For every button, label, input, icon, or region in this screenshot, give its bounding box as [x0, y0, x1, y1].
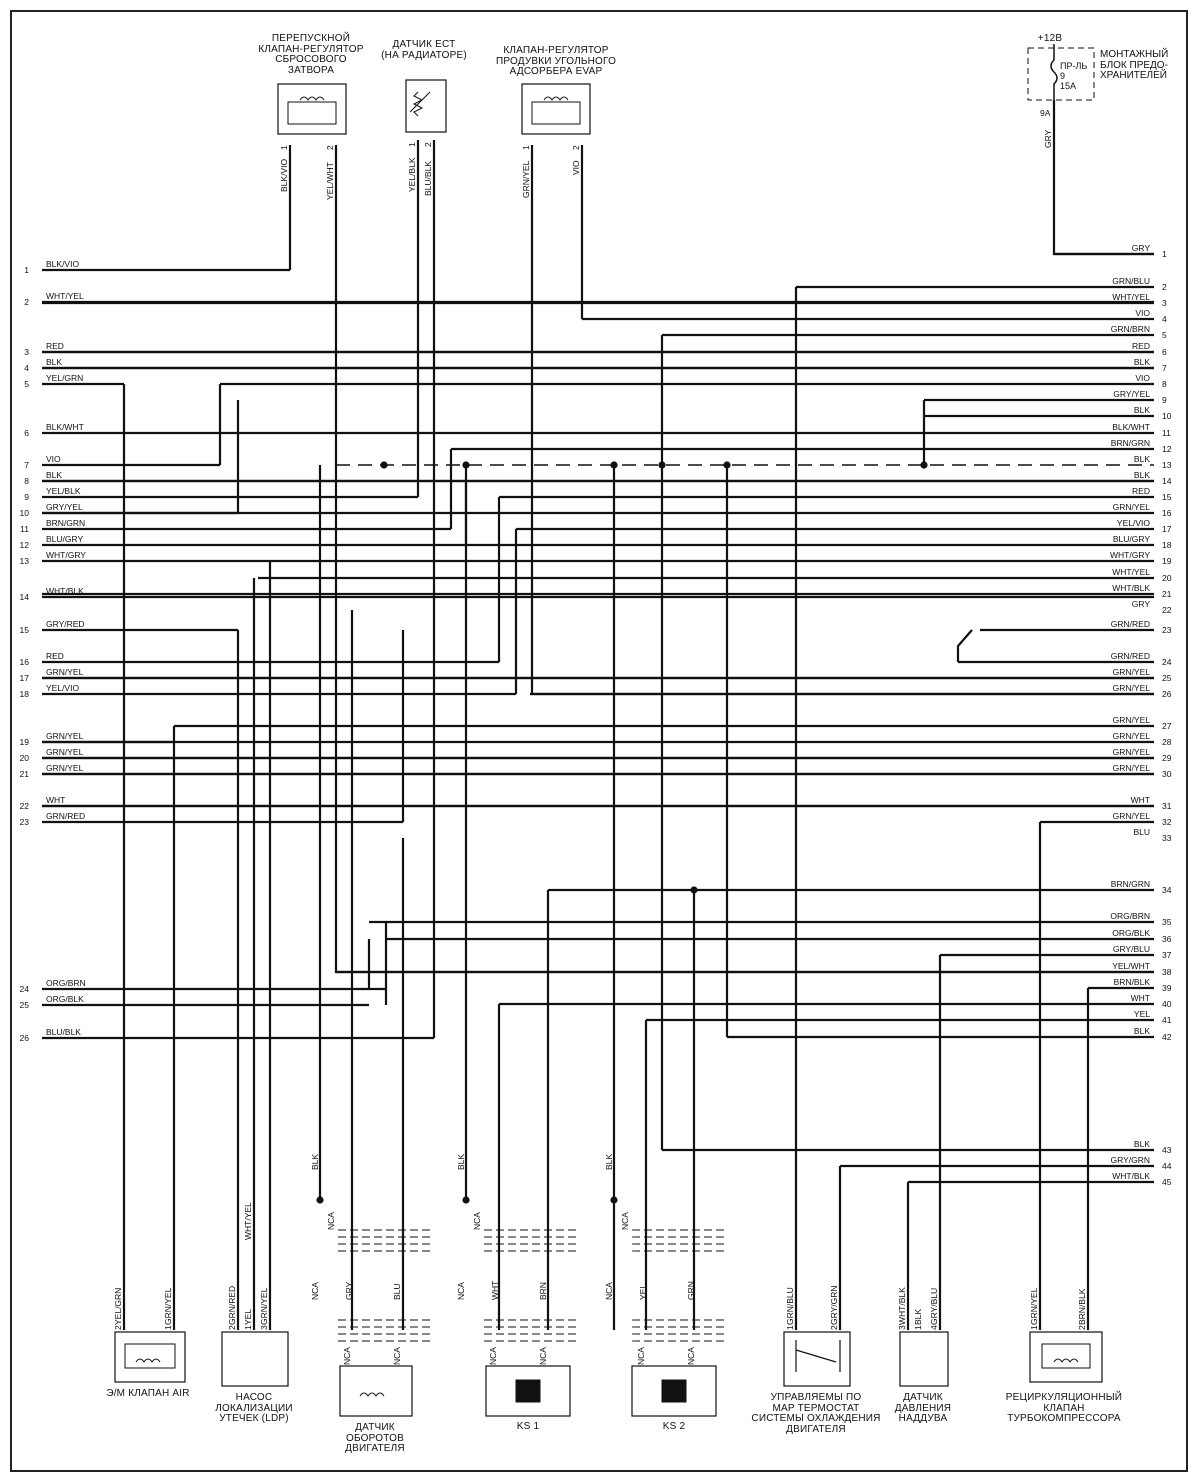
right-pin-22-color: GRY [1131, 599, 1150, 609]
right-pin-45-number: 45 [1162, 1177, 1172, 1187]
right-pin-42-number: 42 [1162, 1032, 1172, 1042]
right-pin-2-color: GRN/BLU [1112, 276, 1150, 286]
ground-junction-2 [610, 1196, 617, 1203]
left-pin-25-number: 25 [19, 1000, 29, 1010]
fuse-wire-color: GRY [1043, 129, 1053, 148]
ks1-crystal [516, 1380, 540, 1402]
ks1-wire-1-color: WHT [490, 1280, 500, 1300]
left-pin-18-color: YEL/VIO [46, 683, 80, 693]
air-valve-label: Э/М КЛАПАН AIR [106, 1388, 190, 1399]
ks2-wire-1-color: YEL [638, 1283, 648, 1300]
right-pin-19-number: 19 [1162, 556, 1172, 566]
left-pin-1-color: BLK/VIO [46, 259, 80, 269]
right-pin-34-color: BRN/GRN [1110, 879, 1150, 889]
right-pin-40-color: WHT [1130, 993, 1150, 1003]
right-pin-7-color: BLK [1133, 357, 1150, 367]
right-pin-32-color: GRN/YEL [1112, 811, 1150, 821]
left-pin-25-color: ORG/BLK [46, 994, 84, 1004]
right-pin-31-number: 31 [1162, 801, 1172, 811]
top-pin-number-2: 1 [407, 142, 417, 147]
right-pin-24-color: GRN/RED [1110, 651, 1150, 661]
left-pin-18-number: 18 [19, 689, 29, 699]
rpm-sensor-box [340, 1366, 412, 1416]
ks2-nca-2: NCA [604, 1282, 614, 1300]
left-pin-11-number: 11 [20, 524, 29, 534]
ldp-pin-b: 1 [243, 1325, 253, 1330]
map-wire-1-color: GRN/BLU [785, 1287, 795, 1325]
ldp-pump-label: НАСОС ЛОКАЛИЗАЦИИ УТЕЧЕК (LDP) [215, 1392, 293, 1424]
right-pin-13-number: 13 [1162, 460, 1172, 470]
right-pin-12-number: 12 [1162, 444, 1172, 454]
right-pin-30-number: 30 [1162, 769, 1172, 779]
left-pin-17-color: GRN/YEL [46, 667, 84, 677]
left-pin-6-number: 6 [24, 428, 29, 438]
fuse-block-label: МОНТАЖНЫЙ БЛОК ПРЕДО- ХРАНИТЕЛЕЙ [1100, 49, 1169, 81]
left-pin-10-color: GRY/YEL [46, 502, 83, 512]
left-pin-19-number: 19 [19, 737, 29, 747]
right-pin-30-color: GRN/YEL [1112, 763, 1150, 773]
right-pin-9-number: 9 [1162, 395, 1167, 405]
boost-pin-c: 4 [929, 1325, 939, 1330]
right-pin-5-color: GRN/BRN [1110, 324, 1150, 334]
left-pin-16-color: RED [46, 651, 64, 661]
left-pin-5-number: 5 [24, 379, 29, 389]
right-pin-24-number: 24 [1162, 657, 1172, 667]
right-pin-3-color: WHT/YEL [1112, 292, 1150, 302]
evap-wire-2-color: VIO [571, 160, 581, 175]
left-pin-4-number: 4 [24, 363, 29, 373]
rpm-nca-2: NCA [310, 1282, 320, 1300]
left-pin-8-color: BLK [46, 470, 63, 480]
left-pin-7-number: 7 [24, 460, 29, 470]
left-pin-22-color: WHT [46, 795, 66, 805]
boost-wire-1-color: WHT/BLK [897, 1287, 907, 1325]
right-pin-20-color: WHT/YEL [1112, 567, 1150, 577]
right-pin-2-number: 2 [1162, 282, 1167, 292]
right-pin-32-number: 32 [1162, 817, 1172, 827]
right-pin-38-number: 38 [1162, 967, 1172, 977]
ldp-wire-2-color: YEL [243, 1308, 253, 1325]
right-pin-33-color: BLU [1133, 827, 1150, 837]
top-pin-number-4: 1 [521, 145, 531, 150]
wires-layer [42, 100, 1154, 1330]
left-pin-26-color: BLU/BLK [46, 1027, 81, 1037]
right-pin-29-number: 29 [1162, 753, 1172, 763]
interconnect-37 [958, 630, 972, 662]
ks2-crystal [662, 1380, 686, 1402]
left-pin-26-number: 26 [19, 1033, 29, 1043]
right-pin-12-color: BRN/GRN [1110, 438, 1150, 448]
right-pin-11-color: BLK/WHT [1112, 422, 1150, 432]
left-pin-23-number: 23 [19, 817, 29, 827]
left-pin-4-color: BLK [46, 357, 63, 367]
right-pin-38-color: YEL/WHT [1112, 961, 1150, 971]
ldp-pin-a: 2 [227, 1325, 237, 1330]
right-pin-35-number: 35 [1162, 917, 1172, 927]
ground-junction-0 [316, 1196, 323, 1203]
right-pin-31-color: WHT [1130, 795, 1150, 805]
left-pin-24-color: ORG/BRN [46, 978, 86, 988]
right-pin-23-number: 23 [1162, 625, 1172, 635]
ks2-nca-4: NCA [686, 1347, 696, 1365]
left-pin-19-color: GRN/YEL [46, 731, 84, 741]
junction-2 [610, 461, 617, 468]
ks1-nca-2: NCA [456, 1282, 466, 1300]
boost-sensor-label: ДАТЧИК ДАВЛЕНИЯ НАДДУВА [894, 1392, 952, 1424]
air-wire-1-color: YEL/GRN [113, 1287, 123, 1325]
junction-4 [723, 461, 730, 468]
right-pin-15-color: RED [1132, 486, 1150, 496]
ground-junction-1 [462, 1196, 469, 1203]
right-pin-23-color: GRN/RED [1110, 619, 1150, 629]
left-pin-10-number: 10 [19, 508, 29, 518]
left-pin-15-number: 15 [19, 625, 29, 635]
left-pin-21-number: 21 [19, 769, 29, 779]
right-pin-10-number: 10 [1162, 411, 1172, 421]
ect-sensor-label: ДАТЧИК ЕСТ (НА РАДИАТОРЕ) [381, 39, 467, 61]
left-pin-6-color: BLK/WHT [46, 422, 84, 432]
right-pin-41-number: 41 [1162, 1015, 1172, 1025]
right-pin-35-color: ORG/BRN [1110, 911, 1150, 921]
right-pin-5-number: 5 [1162, 330, 1167, 340]
rpm-ground-color: BLK [310, 1153, 320, 1170]
ks1-nca-1: NCA [472, 1212, 482, 1230]
right-pin-18-number: 18 [1162, 540, 1172, 550]
ldp-pump-box [222, 1332, 288, 1386]
ks1-nca-3: NCA [488, 1347, 498, 1365]
right-pin-37-color: GRY/BLU [1112, 944, 1150, 954]
right-pin-13-color: BLK [1133, 454, 1150, 464]
boost-sensor-box [900, 1332, 948, 1386]
components-layer [115, 44, 1102, 1416]
junction-3 [658, 461, 665, 468]
right-pin-4-number: 4 [1162, 314, 1167, 324]
left-pin-9-color: YEL/BLK [46, 486, 81, 496]
boost-pin-a: 3 [897, 1325, 907, 1330]
ect-wire-1-color: YEL/BLK [407, 157, 417, 192]
bypass-valve-label: ПЕРЕПУСКНОЙ КЛАПАН-РЕГУЛЯТОР СБРОСОВОГО ЗАТВОРА [258, 33, 364, 76]
ldp-wire-3-color: GRN/YEL [259, 1287, 269, 1325]
left-pin-11-color: BRN/GRN [46, 518, 86, 528]
right-pin-7-number: 7 [1162, 363, 1167, 373]
right-pin-6-color: RED [1132, 341, 1150, 351]
right-pin-22-number: 22 [1162, 605, 1172, 615]
rpm-nca-1: NCA [326, 1212, 336, 1230]
left-pin-15-color: GRY/RED [46, 619, 85, 629]
rpm-nca-3: NCA [342, 1347, 352, 1365]
right-pin-41-color: YEL [1133, 1009, 1150, 1019]
right-pin-11-number: 11 [1162, 428, 1171, 438]
recirc-wire-2-color: BRN/BLK [1077, 1288, 1087, 1325]
ldp-wire-1-color: GRN/RED [227, 1285, 237, 1325]
left-pin-14-number: 14 [19, 592, 29, 602]
right-pin-8-number: 8 [1162, 379, 1167, 389]
right-pin-44-color: GRY/GRN [1110, 1155, 1150, 1165]
ks2-wire-2-color: GRN [686, 1281, 696, 1300]
left-pin-12-number: 12 [19, 540, 29, 550]
rpm-nca-4: NCA [392, 1347, 402, 1365]
left-pin-14-color: WHT/BLK [46, 586, 84, 596]
map-pin-b: 2 [829, 1325, 839, 1330]
evap-valve-label: КЛАПАН-РЕГУЛЯТОР ПРОДУВКИ УГОЛЬНОГО АДСОРБЕРА EVAP [495, 45, 617, 77]
evap-wire-1-color: GRN/YEL [521, 160, 531, 198]
recirc-pin-b: 2 [1077, 1325, 1087, 1330]
recirc-wire-1-color: GRN/YEL [1029, 1287, 1039, 1325]
ldp-pin-c: 3 [259, 1325, 269, 1330]
interconnect-4 [532, 145, 1154, 694]
recirc-valve-box [1030, 1332, 1102, 1382]
right-pin-1-color: GRY [1131, 243, 1150, 253]
right-pin-33-number: 33 [1162, 833, 1172, 843]
ks1-label: KS 1 [516, 1421, 540, 1432]
right-pin-34-number: 34 [1162, 885, 1172, 895]
wire-labels-layer [20, 129, 1172, 1365]
left-pin-13-color: WHT/GRY [46, 550, 86, 560]
ks1-wire-2-color: BRN [538, 1282, 548, 1300]
right-pin-42-color: BLK [1133, 1026, 1150, 1036]
map-thermostat-label: УПРАВЛЯЕМЫ ПО MAP ТЕРМОСТАТ СИСТЕМЫ ОХЛАЖДЕНИЯ ДВИГАТЕЛЯ [751, 1392, 881, 1435]
interconnect-1 [336, 145, 1154, 972]
right-pin-9-color: GRY/YEL [1113, 389, 1150, 399]
left-pin-20-color: GRN/YEL [46, 747, 84, 757]
left-pin-21-color: GRN/YEL [46, 763, 84, 773]
right-pin-20-number: 20 [1162, 573, 1172, 583]
left-pin-9-number: 9 [24, 492, 29, 502]
left-pin-1-number: 1 [24, 265, 29, 275]
right-pin-43-number: 43 [1162, 1145, 1172, 1155]
junction-5 [920, 461, 927, 468]
left-pin-7-color: VIO [46, 454, 61, 464]
right-pin-16-number: 16 [1162, 508, 1172, 518]
rpm-sensor-label: ДАТЧИК ОБОРОТОВ ДВИГАТЕЛЯ [345, 1422, 405, 1454]
left-pin-2-number: 2 [24, 297, 29, 307]
right-pin-27-number: 27 [1162, 721, 1172, 731]
right-pin-29-color: GRN/YEL [1112, 747, 1150, 757]
right-pin-26-color: GRN/YEL [1112, 683, 1150, 693]
ldp-wire-4-color: WHT/YEL [243, 1202, 253, 1240]
recirc-pin-a: 1 [1029, 1325, 1039, 1330]
junction-1 [462, 461, 469, 468]
fuse-label: ПР-ЛЬ 9 15А [1060, 61, 1088, 91]
right-pin-17-number: 17 [1162, 524, 1172, 534]
junction-0 [380, 461, 387, 468]
right-pin-37-number: 37 [1162, 950, 1172, 960]
map-pin-a: 1 [785, 1325, 795, 1330]
ect-sensor-box [406, 80, 446, 132]
supply-label: +12В [1037, 33, 1063, 44]
right-pin-8-color: VIO [1135, 373, 1150, 383]
left-pin-2-color: WHT/YEL [46, 291, 84, 301]
interconnect-6 [1054, 100, 1154, 254]
right-pin-39-color: BRN/BLK [1113, 977, 1150, 987]
right-pin-25-number: 25 [1162, 673, 1172, 683]
ks1-ground-color: BLK [456, 1153, 466, 1170]
top-pin-number-5: 2 [571, 145, 581, 150]
right-pin-45-color: WHT/BLK [1112, 1171, 1150, 1181]
right-pin-25-color: GRN/YEL [1112, 667, 1150, 677]
right-pin-10-color: BLK [1133, 405, 1150, 415]
right-pin-3-number: 3 [1162, 298, 1167, 308]
right-pin-43-color: BLK [1133, 1139, 1150, 1149]
right-pin-40-number: 40 [1162, 999, 1172, 1009]
right-pin-26-number: 26 [1162, 689, 1172, 699]
left-pin-16-number: 16 [19, 657, 29, 667]
right-pin-28-number: 28 [1162, 737, 1172, 747]
air-wire-2-color: GRN/YEL [163, 1287, 173, 1325]
right-pin-1-number: 1 [1162, 249, 1167, 259]
left-pin-3-color: RED [46, 341, 64, 351]
map-wire-2-color: GRY/GRN [829, 1285, 839, 1325]
bypass-wire-2-color: YEL/WHT [325, 162, 335, 200]
ks2-nca-3: NCA [636, 1347, 646, 1365]
ks2-label: KS 2 [662, 1421, 686, 1432]
right-pin-44-number: 44 [1162, 1161, 1172, 1171]
right-pin-28-color: GRN/YEL [1112, 731, 1150, 741]
left-pin-23-color: GRN/RED [46, 811, 86, 821]
left-pin-3-number: 3 [24, 347, 29, 357]
rpm-wire-2-color: BLU [392, 1283, 402, 1300]
air-pin-b: 1 [163, 1325, 173, 1330]
right-pin-19-color: WHT/GRY [1110, 550, 1150, 560]
bypass-wire-1-color: BLK/VIO [279, 158, 289, 192]
top-pin-number-0: 1 [279, 145, 289, 150]
right-pin-21-color: WHT/BLK [1112, 583, 1150, 593]
left-pin-13-number: 13 [19, 556, 29, 566]
right-pin-16-color: GRN/YEL [1112, 502, 1150, 512]
rpm-wire-1-color: GRY [344, 1281, 354, 1300]
top-pin-number-1: 2 [325, 145, 335, 150]
ks2-ground-color: BLK [604, 1153, 614, 1170]
air-pin-a: 2 [113, 1325, 123, 1330]
ks2-nca-1: NCA [620, 1212, 630, 1230]
right-pin-36-number: 36 [1162, 934, 1172, 944]
right-pin-15-number: 15 [1162, 492, 1172, 502]
left-pin-5-color: YEL/GRN [46, 373, 84, 383]
boost-pin-b: 1 [913, 1325, 923, 1330]
left-pin-22-number: 22 [19, 801, 29, 811]
right-pin-17-color: YEL/VIO [1116, 518, 1150, 528]
right-pin-36-color: ORG/BLK [1112, 928, 1150, 938]
left-pin-20-number: 20 [19, 753, 29, 763]
fuse-symbol [1051, 44, 1057, 100]
right-pin-27-color: GRN/YEL [1112, 715, 1150, 725]
left-pin-12-color: BLU/GRY [46, 534, 84, 544]
right-pin-14-number: 14 [1162, 476, 1172, 486]
fuse-terminal-label: 9А [1040, 108, 1051, 118]
right-pin-18-color: BLU/GRY [1112, 534, 1150, 544]
ect-wire-2-color: BLU/BLK [423, 161, 433, 196]
left-pin-8-number: 8 [24, 476, 29, 486]
boost-wire-2-color: BLK [913, 1308, 923, 1325]
ks1-nca-4: NCA [538, 1347, 548, 1365]
top-pin-number-3: 2 [423, 142, 433, 147]
right-pin-6-number: 6 [1162, 347, 1167, 357]
right-pin-39-number: 39 [1162, 983, 1172, 993]
left-pin-24-number: 24 [19, 984, 29, 994]
right-pin-21-number: 21 [1162, 589, 1172, 599]
right-pin-4-color: VIO [1135, 308, 1150, 318]
boost-wire-3-color: GRY/BLU [929, 1287, 939, 1325]
recirc-valve-label: РЕЦИРКУЛЯЦИОННЫЙ КЛАПАН ТУРБОКОМПРЕССОРА [1005, 1392, 1123, 1424]
junction-6 [690, 886, 697, 893]
left-pin-17-number: 17 [19, 673, 29, 683]
right-pin-14-color: BLK [1133, 470, 1150, 480]
